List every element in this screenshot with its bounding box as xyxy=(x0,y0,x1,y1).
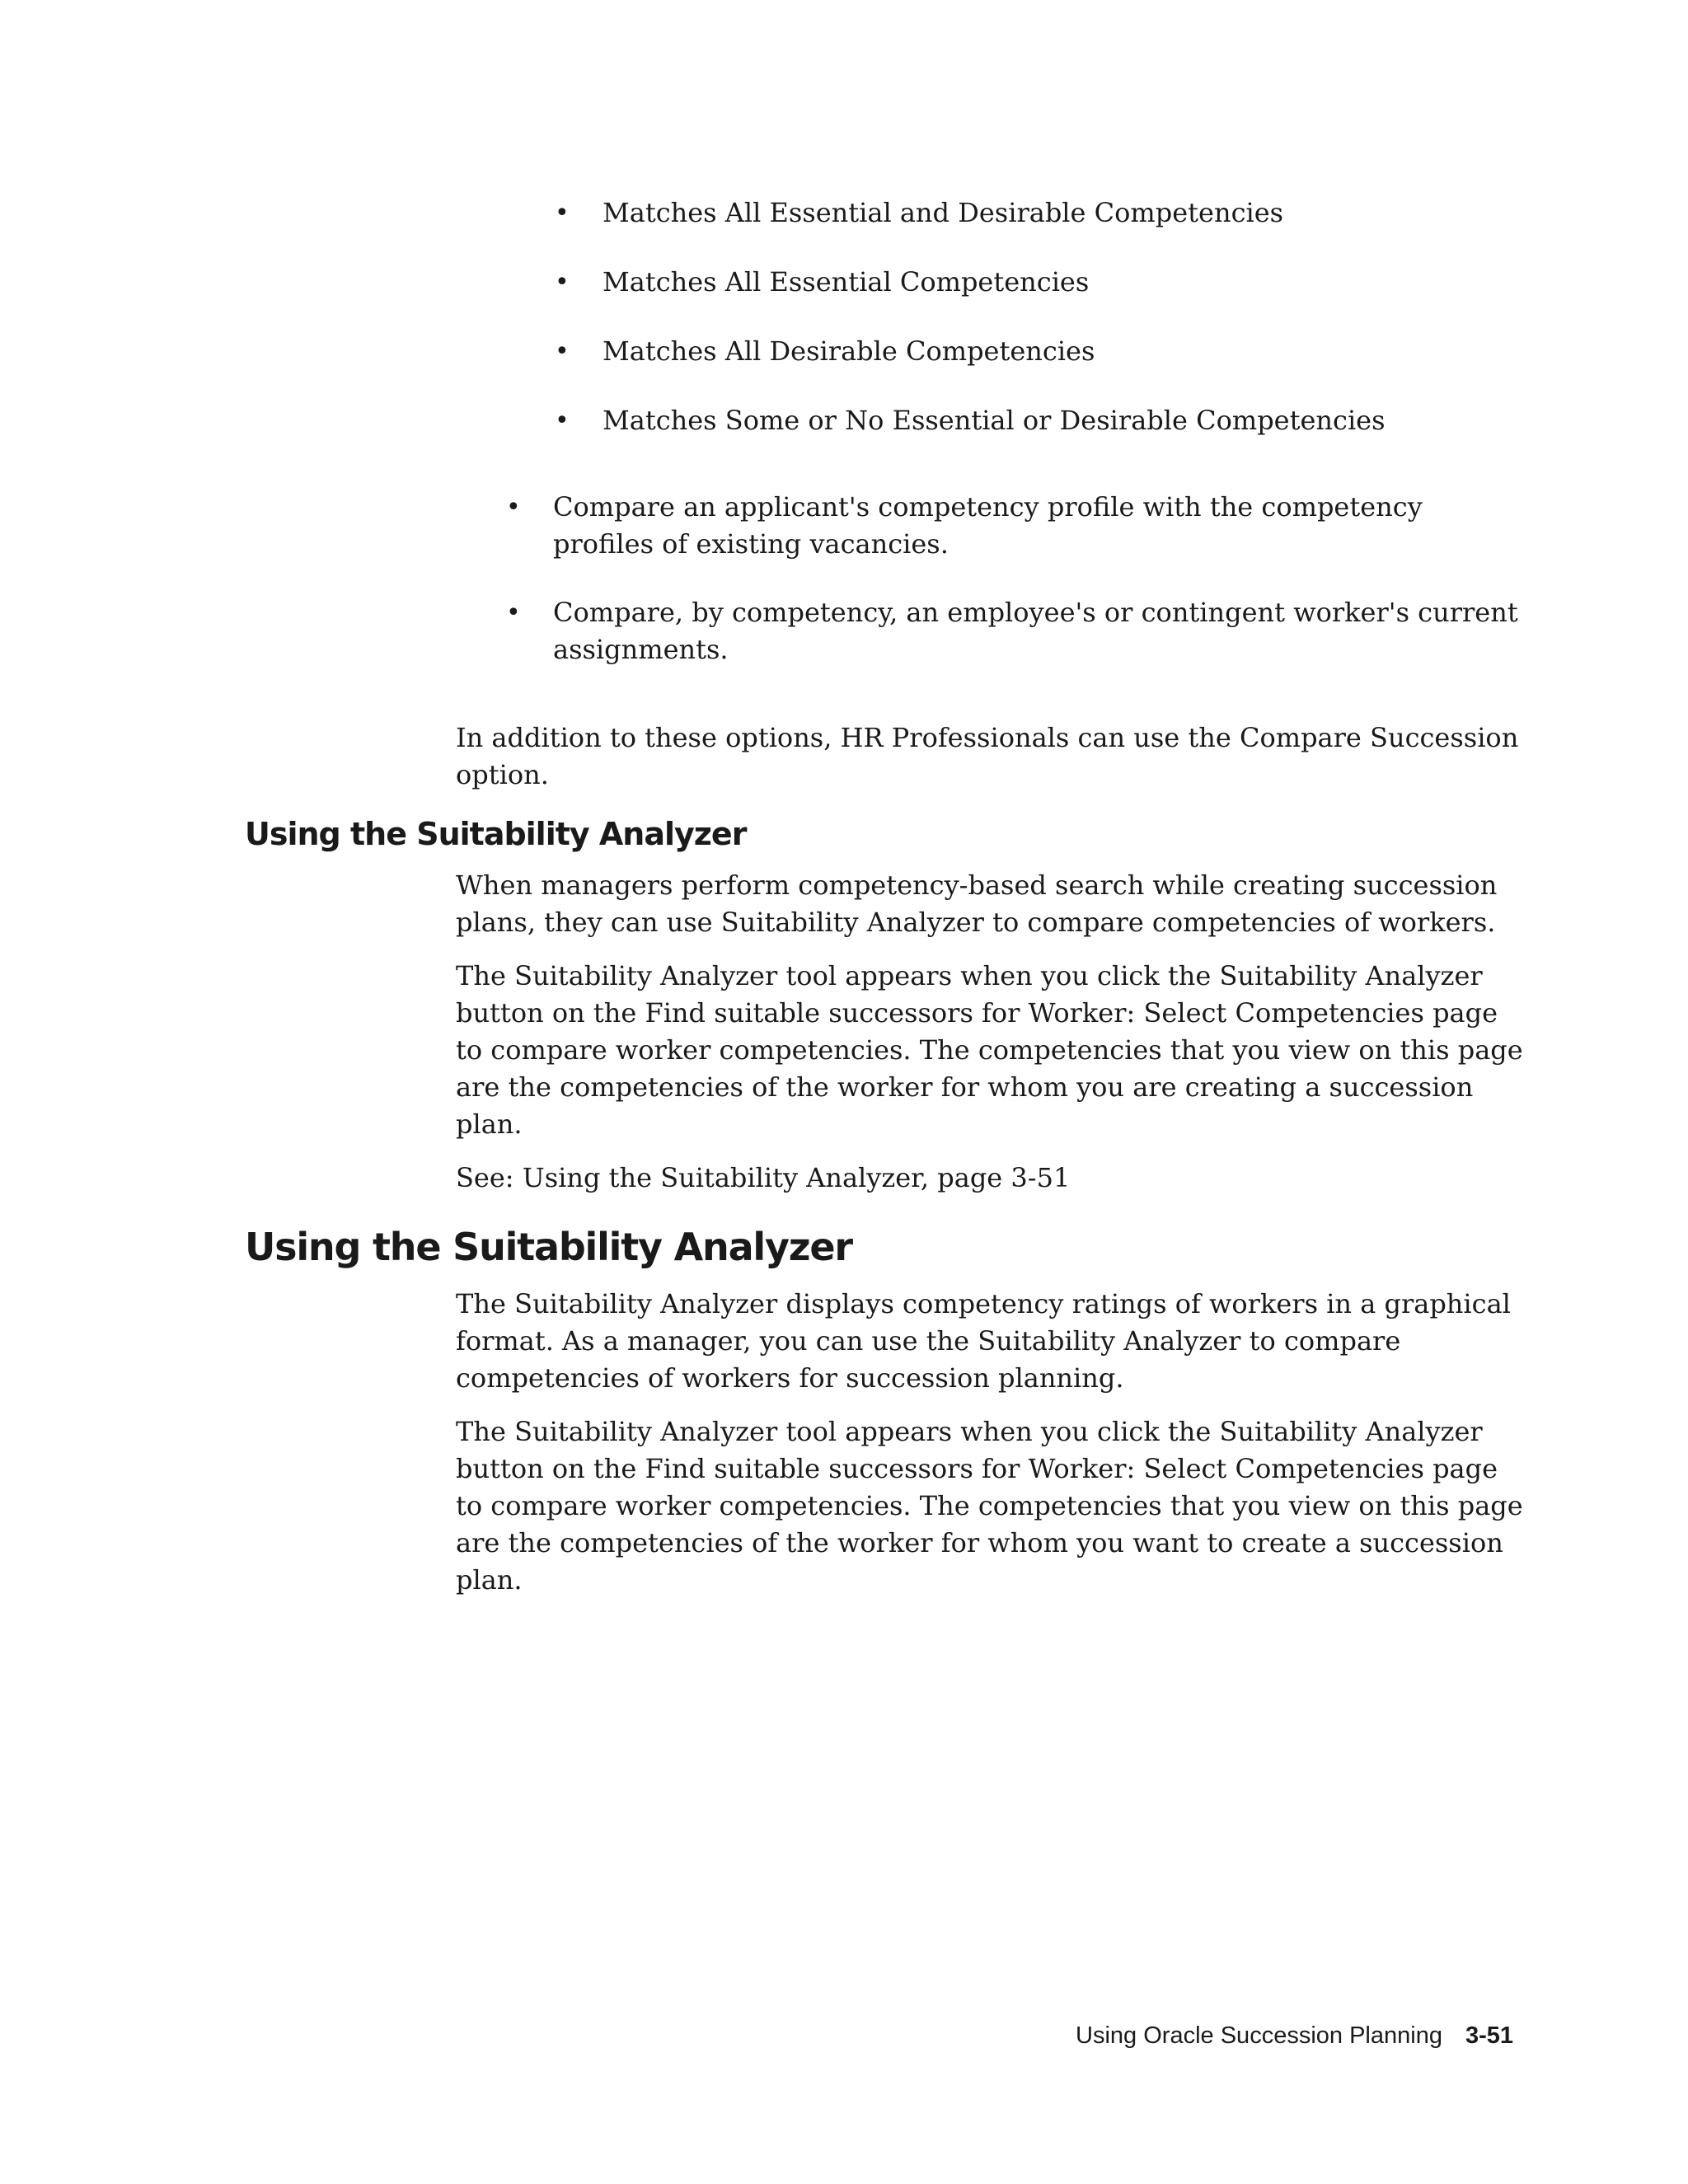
list-item: • Matches All Essential and Desirable Competencies xyxy=(555,194,1386,232)
list-item: • Matches All Essential Competencies xyxy=(555,264,1386,301)
list-item: • Compare an applicant's competency profile with the competency profiles of existing vacancies. xyxy=(506,489,1528,563)
sub-bullet-list xyxy=(555,194,1386,471)
list-item: • Compare, by competency, an employee's or contingent worker's current assignments. xyxy=(506,594,1528,668)
list-item: • Matches All Desirable Competencies xyxy=(555,333,1386,370)
main-bullet-list xyxy=(506,489,1528,700)
intro-paragraph: In addition to these options, HR Professionals can use the Compare Succession option. xyxy=(456,722,1519,790)
page-title: Using the Suitability Analyzer xyxy=(245,1225,852,1269)
paragraph: The Suitability Analyzer displays competency ratings of workers in a graphical format. As a manager, you can use the Suitability Analyzer to compare competencies of workers for succession planning. xyxy=(456,1288,1511,1394)
paragraph: The Suitability Analyzer tool appears when you click the Suitability Analyzer button on the Find suitable successors for Worker: Select Competencies page to compare worker competencies. The competencies that you view on this page are the competencies of the worker for whom you want to create a succession plan. xyxy=(456,1416,1523,1596)
section2-body xyxy=(456,1286,1527,1615)
footer-chapter-title: Using Oracle Succession Planning xyxy=(1076,2022,1442,2049)
section1-body xyxy=(456,867,1527,1213)
list-item: • Matches Some or No Essential or Desirable Competencies xyxy=(555,402,1386,439)
paragraph: The Suitability Analyzer tool appears when you click the Suitability Analyzer button on the Find suitable successors for Worker: Select Competencies page to compare worker competencies. The competencies that you view on this page are the competencies of the worker for whom you are creating a succession plan. xyxy=(456,960,1523,1140)
footer-page-number: 3-51 xyxy=(1465,2022,1513,2049)
cross-reference: See: Using the Suitability Analyzer, page 3-51 xyxy=(456,1162,1071,1193)
section-heading: Using the Suitability Analyzer xyxy=(245,816,747,852)
paragraph: When managers perform competency-based search while creating succession plans, they can use Suitability Analyzer to compare competencies of workers. xyxy=(456,869,1498,938)
page-footer xyxy=(1076,2021,1513,2050)
intro-block xyxy=(456,719,1527,810)
